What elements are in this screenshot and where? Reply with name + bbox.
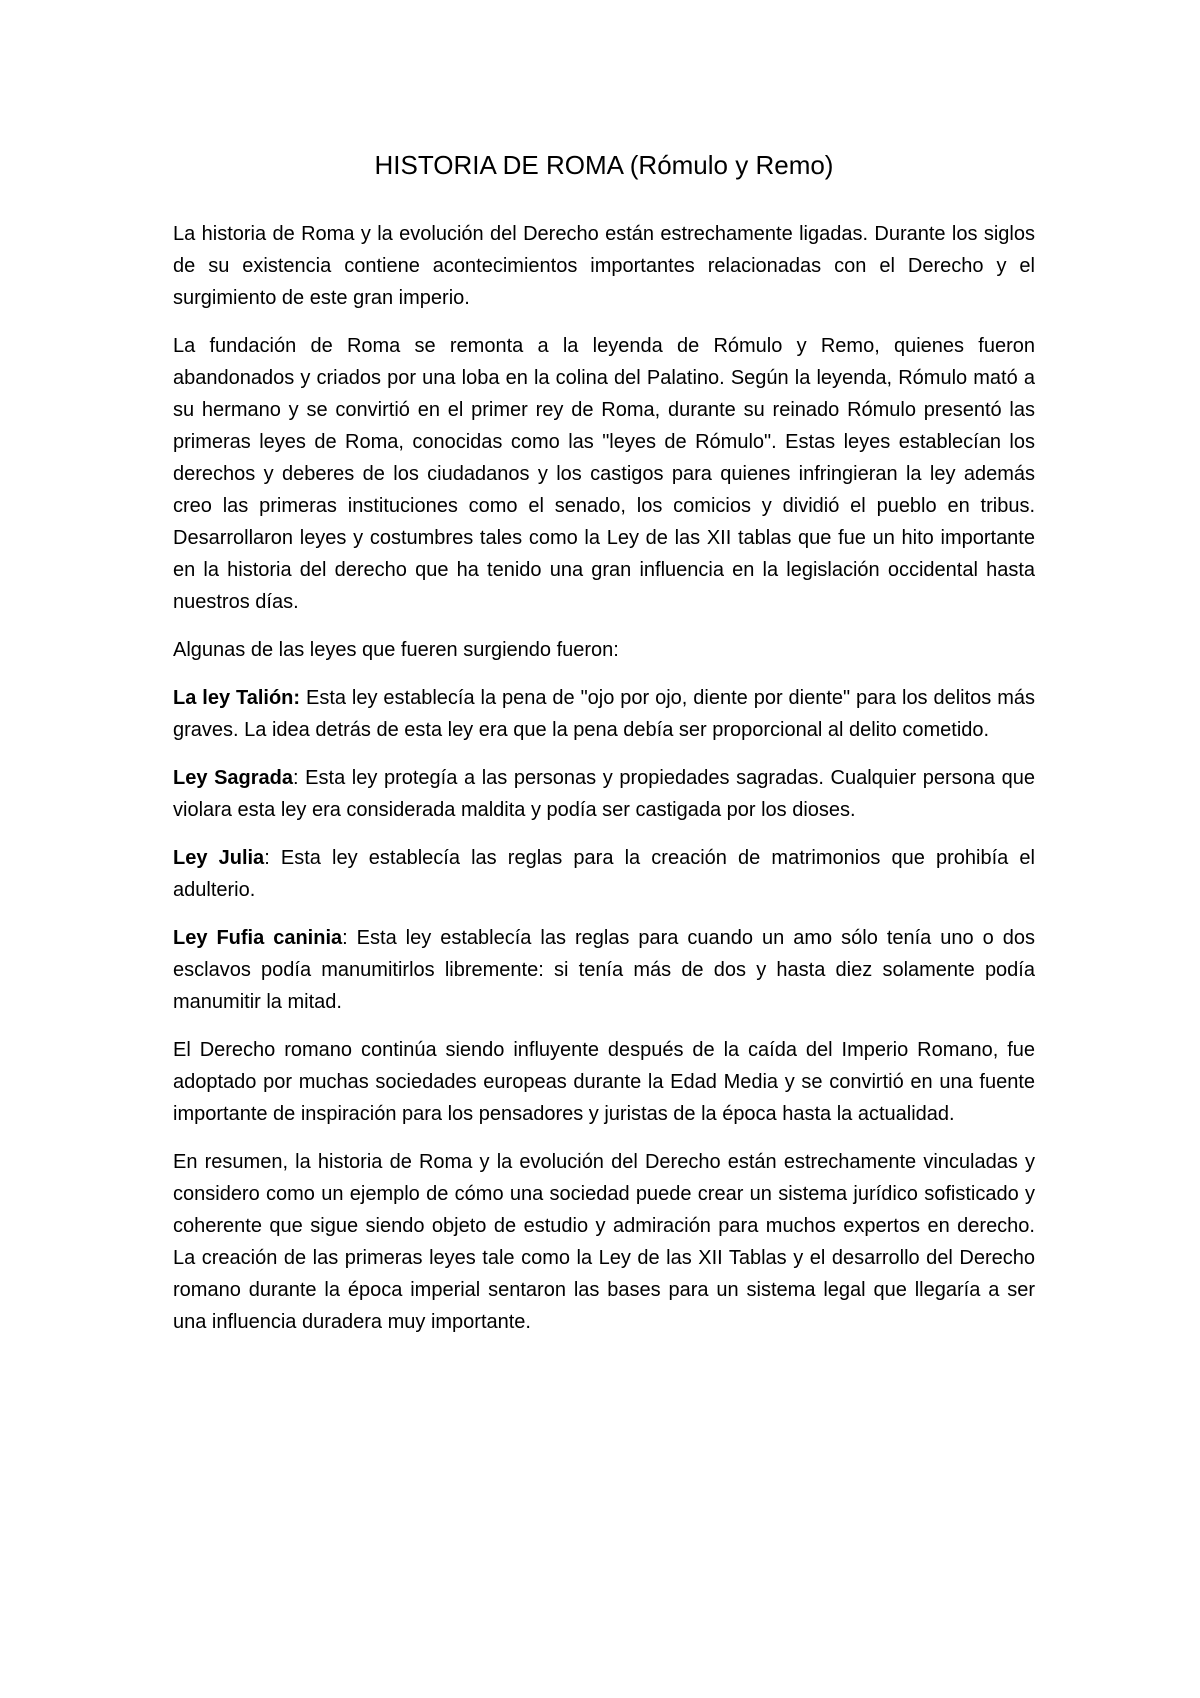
foundation-paragraph: La fundación de Roma se remonta a la leyenda de Rómulo y Remo, quienes fueron abandonados y criados por una loba en la colina del Palatino. Según la leyenda, Rómulo mató a su hermano y se convirtió en el primer rey de Roma, durante su reinado Rómulo presentó las primeras leyes de Roma, conocidas como las "leyes de Rómulo". Estas leyes establecían los derechos y deberes de los ciudadanos y los castigos para quienes infringieran la ley además creo las primeras instituciones como el senado, los comicios y dividió el pueblo en tribus. Desarrollaron leyes y costumbres tales como la Ley de las XII tablas que fue un hito importante en la historia del derecho que ha tenido una gran influencia en la legislación occidental hasta nuestros días. — [173, 335, 1035, 613]
roman-law-influence-paragraph: El Derecho romano continúa siendo influyente después de la caída del Imperio Romano, fue adoptado por muchas sociedades europeas durante la Edad Media y se convirtió en una fuente importante de inspiración para los pensadores y juristas de la época hasta la actualidad. — [173, 1039, 1035, 1125]
law-fufia-caninia-name: Ley Fufia caninia — [173, 927, 343, 949]
law-julia-text: : Esta ley establecía las reglas para la creación de matrimonios que prohibía el adulterio. — [173, 847, 1035, 901]
law-fufia-caninia-paragraph — [173, 922, 1035, 1018]
law-talion-text: Esta ley establecía la pena de "ojo por ojo, diente por diente" para los delitos más graves. La idea detrás de esta ley era que la pena debía ser proporcional al delito cometido. — [173, 687, 1036, 741]
summary-paragraph: En resumen, la historia de Roma y la evolución del Derecho están estrechamente vinculadas y considero como un ejemplo de cómo una sociedad puede crear un sistema jurídico sofisticado y coherente que sigue siendo objeto de estudio y admiración para muchos expertos en derecho. La creación de las primeras leyes tale como la Ley de las XII Tablas y el desarrollo del Derecho romano durante la época imperial sentaron las bases para un sistema legal que llegaría a ser una influencia duradera muy importante. — [173, 1151, 1035, 1333]
law-talion-name: La ley Talión: — [173, 687, 301, 709]
law-julia-paragraph — [173, 842, 1035, 906]
document-page — [173, 148, 1035, 1354]
intro-paragraph: La historia de Roma y la evolución del Derecho están estrechamente ligadas. Durante los siglos de su existencia contiene acontecimientos importantes relacionadas con el Derecho y el surgimiento de este gran imperio. — [173, 223, 1035, 309]
law-sagrada-name: Ley Sagrada — [173, 767, 293, 789]
law-julia-name: Ley Julia — [173, 847, 265, 869]
law-talion-paragraph — [173, 682, 1035, 746]
law-sagrada-text: : Esta ley protegía a las personas y propiedades sagradas. Cualquier persona que violara esta ley era considerada maldita y podía ser castigada por los dioses. — [173, 767, 1035, 821]
law-fufia-caninia-text: : Esta ley establecía las reglas para cuando un amo sólo tenía uno o dos esclavos podía manumitirlos libremente: si tenía más de dos y hasta diez solamente podía manumitir la mitad. — [173, 927, 1035, 1013]
law-sagrada-paragraph — [173, 762, 1035, 826]
laws-intro-paragraph: Algunas de las leyes que fueren surgiendo fueron: — [173, 639, 619, 661]
document-title: HISTORIA DE ROMA (Rómulo y Remo) — [374, 150, 834, 180]
